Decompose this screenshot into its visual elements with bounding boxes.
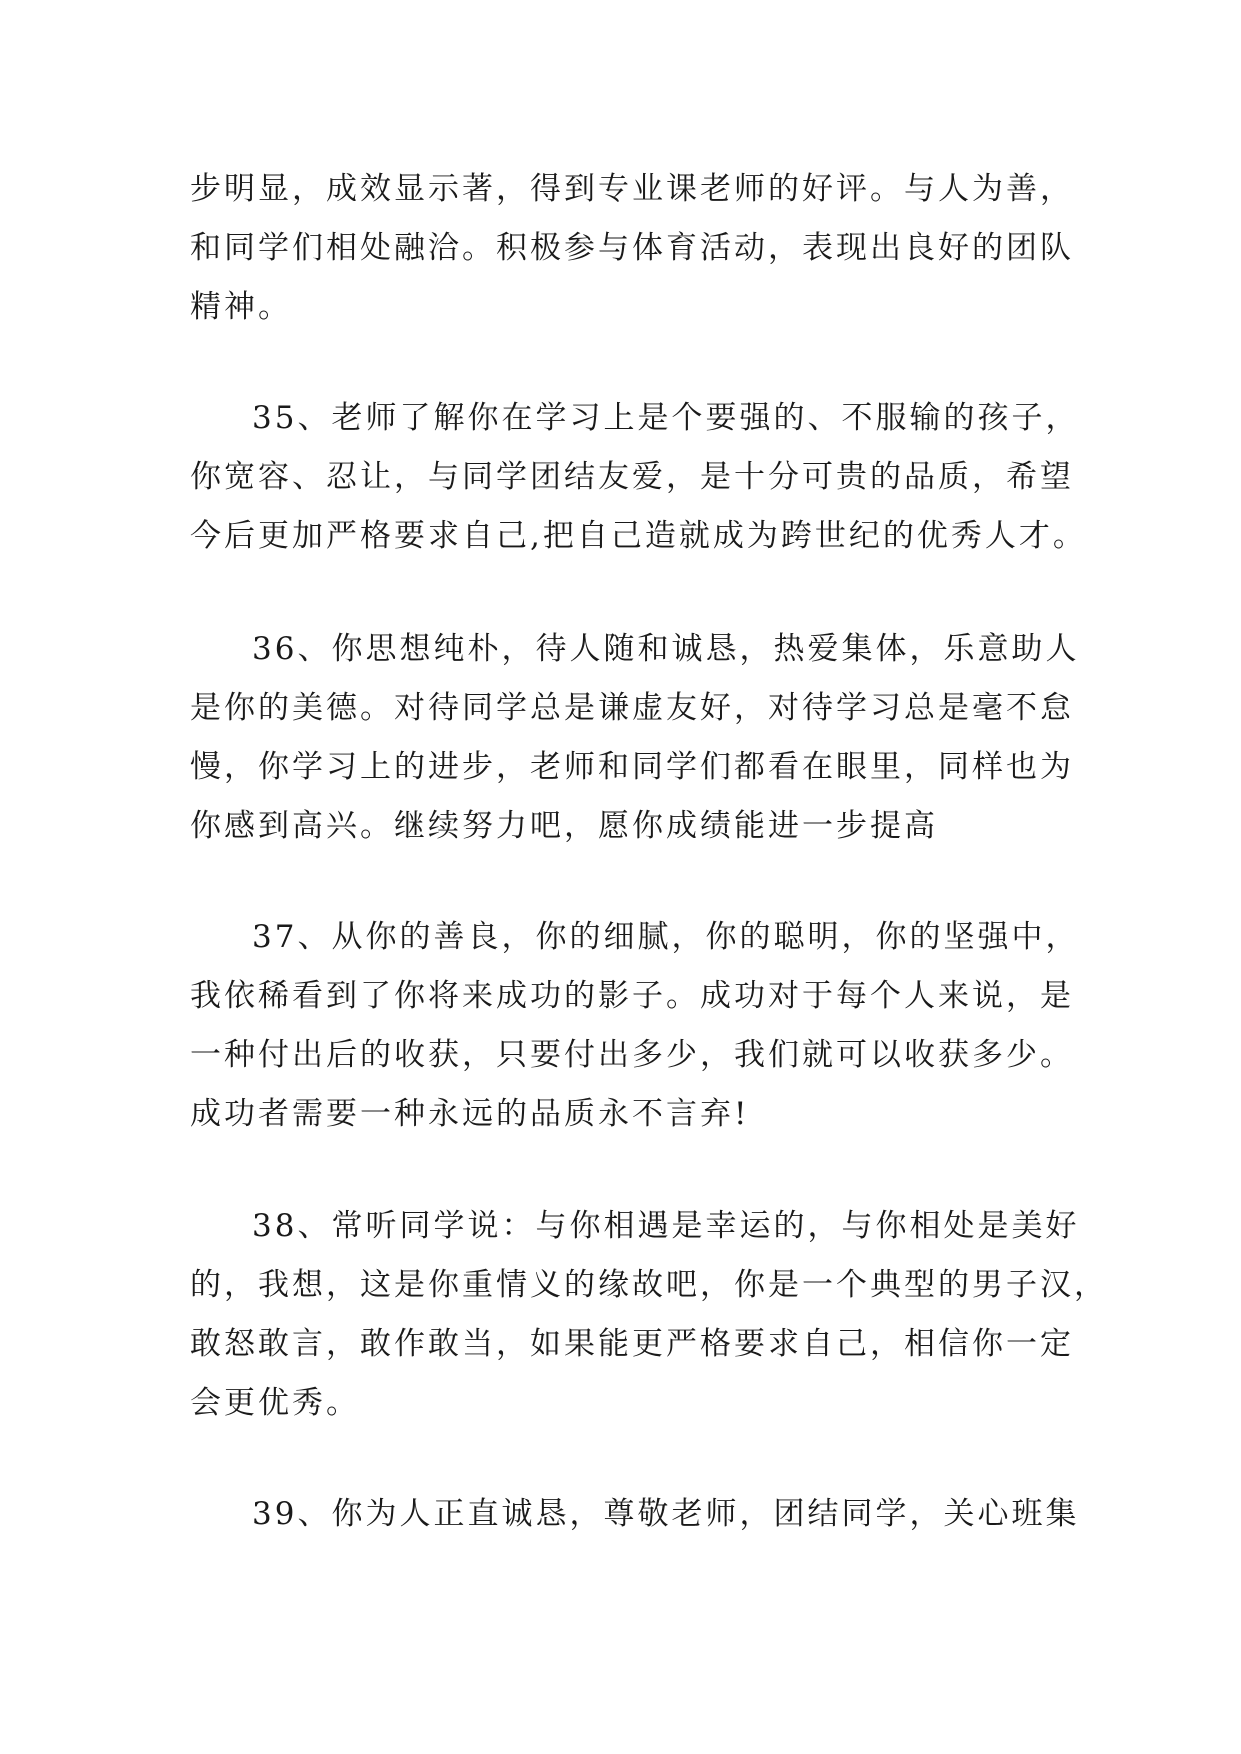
text-line: 慢，你学习上的进步，老师和同学们都看在眼里，同样也为: [190, 749, 1074, 785]
paragraph-34-continuation: [190, 160, 1074, 337]
text-line: 36、你思想纯朴，待人随和诚恳，热爱集体，乐意助人: [252, 631, 1080, 667]
paragraph-39: [190, 1485, 1080, 1544]
paragraph-37: [190, 908, 1080, 1144]
paragraph-35: [190, 389, 1087, 566]
paragraph-36: [190, 620, 1080, 856]
text-line: 会更优秀。: [190, 1385, 360, 1421]
text-line: 今后更加严格要求自己,把自己造就成为跨世纪的优秀人才。: [190, 518, 1087, 554]
text-line: 成功者需要一种永远的品质永不言弃!: [190, 1096, 750, 1132]
text-line: 精神。: [190, 289, 292, 325]
text-line: 的，我想，这是你重情义的缘故吧，你是一个典型的男子汉，: [190, 1267, 1108, 1303]
text-line: 38、常听同学说：与你相遇是幸运的，与你相处是美好: [252, 1208, 1080, 1244]
text-line: 39、你为人正直诚恳，尊敬老师，团结同学，关心班集: [252, 1496, 1080, 1532]
text-line: 你感到高兴。继续努力吧，愿你成绩能进一步提高: [190, 808, 938, 844]
text-line: 敢怒敢言，敢作敢当，如果能更严格要求自己，相信你一定: [190, 1326, 1074, 1362]
text-line: 35、老师了解你在学习上是个要强的、不服输的孩子，: [252, 400, 1080, 436]
paragraph-38: [190, 1197, 1108, 1433]
text-line: 37、从你的善良，你的细腻，你的聪明，你的坚强中，: [252, 919, 1080, 955]
text-line: 是你的美德。对待同学总是谦虚友好，对待学习总是毫不怠: [190, 690, 1074, 726]
text-line: 步明显，成效显示著，得到专业课老师的好评。与人为善，: [190, 171, 1074, 207]
text-line: 我依稀看到了你将来成功的影子。成功对于每个人来说，是: [190, 978, 1074, 1014]
text-line: 你宽容、忍让，与同学团结友爱，是十分可贵的品质，希望: [190, 459, 1074, 495]
text-line: 和同学们相处融洽。积极参与体育活动，表现出良好的团队: [190, 230, 1074, 266]
text-line: 一种付出后的收获，只要付出多少，我们就可以收获多少。: [190, 1037, 1074, 1073]
